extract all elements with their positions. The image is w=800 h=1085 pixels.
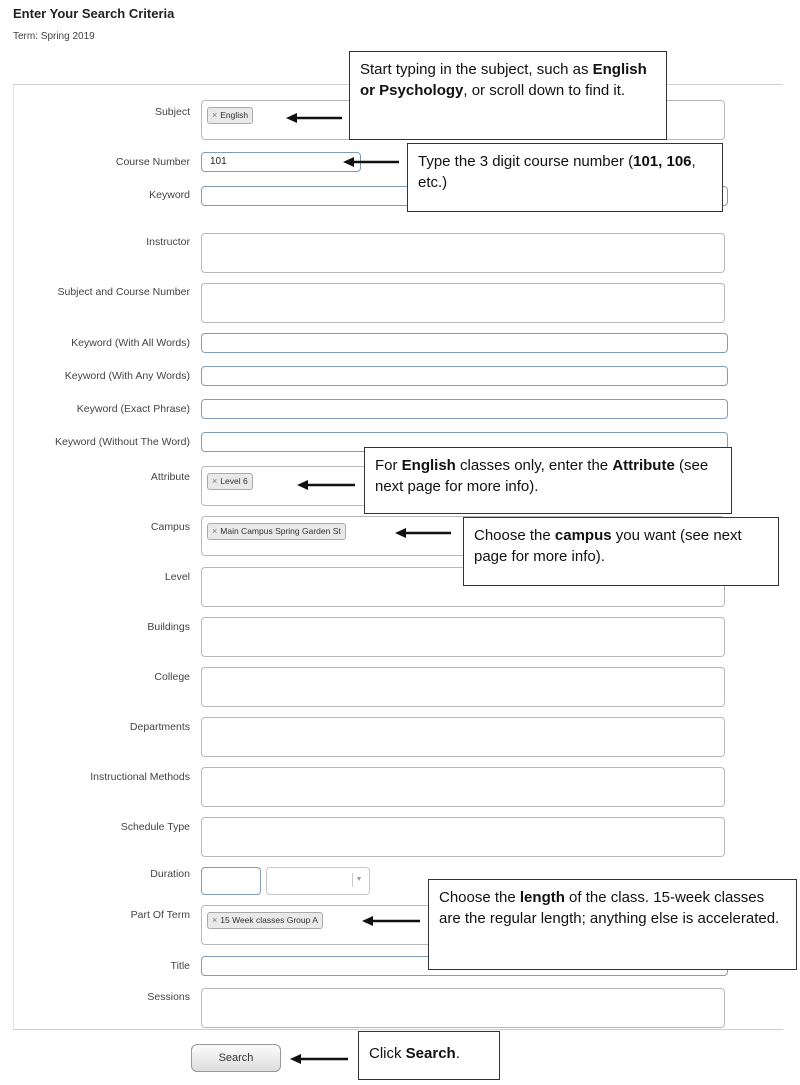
- keyword-label: Keyword: [149, 189, 190, 201]
- remove-icon[interactable]: ×: [212, 110, 218, 120]
- title-label: Title: [170, 960, 190, 972]
- search-button[interactable]: Search: [191, 1044, 281, 1072]
- campus-chip-label: Main Campus Spring Garden St: [220, 526, 341, 536]
- page-title: Enter Your Search Criteria: [13, 6, 175, 21]
- part-of-term-chip[interactable]: [207, 912, 323, 929]
- callout-text: For: [375, 457, 402, 474]
- term-label: Term: Spring 2019: [13, 31, 95, 42]
- length-callout: [428, 879, 797, 970]
- duration-label: Duration: [150, 868, 190, 880]
- search-callout: [358, 1031, 500, 1080]
- callout-text: Click: [369, 1045, 406, 1062]
- course-number-input[interactable]: [201, 152, 361, 172]
- attribute-chip-label: Level 6: [220, 476, 248, 486]
- keyword-exact-input[interactable]: [201, 399, 728, 419]
- keyword-all-input[interactable]: [201, 333, 728, 353]
- remove-icon[interactable]: ×: [212, 476, 218, 486]
- callout-text: Type the 3 digit course number (: [418, 153, 634, 170]
- sessions-label: Sessions: [147, 991, 190, 1003]
- callout-bold: length: [519, 889, 565, 906]
- schedule-type-field[interactable]: [201, 817, 725, 857]
- course-number-label: Course Number: [115, 156, 190, 168]
- keyword-without-label: Keyword (Without The Word): [55, 436, 190, 448]
- subject-chip[interactable]: [207, 107, 253, 124]
- callout-text: Start typing in the subject, such as: [360, 61, 593, 78]
- callout-text: (see next page for more info).: [375, 457, 709, 495]
- callout-bold: 101, 106: [633, 153, 692, 170]
- keyword-any-label: Keyword (With Any Words): [64, 370, 190, 382]
- callout-bold: English or Psychology: [360, 61, 647, 99]
- callout-bold: Search: [405, 1045, 456, 1062]
- instructional-methods-label: Instructional Methods: [90, 771, 190, 783]
- callout-text: of the class. 15-week classes are the regular length; anything else is accelerated.: [439, 889, 780, 927]
- chevron-down-icon: ▼: [352, 873, 365, 887]
- subject-course-field[interactable]: [201, 283, 725, 323]
- keyword-all-label: Keyword (With All Words): [71, 337, 190, 349]
- level-label: Level: [164, 571, 190, 583]
- subject-chip-label: English: [220, 110, 249, 120]
- callout-text: , etc.): [418, 153, 696, 191]
- instructional-methods-field[interactable]: [201, 767, 725, 807]
- course-number-callout: [407, 143, 723, 212]
- keyword-exact-label: Keyword (Exact Phrase): [76, 403, 190, 415]
- callout-bold: Attribute: [612, 457, 675, 474]
- subject-label: Subject: [154, 106, 190, 118]
- college-label: College: [154, 671, 190, 683]
- arrow-icon: [295, 478, 357, 492]
- keyword-any-input[interactable]: [201, 366, 728, 386]
- college-field[interactable]: [201, 667, 725, 707]
- callout-text: Choose the: [439, 889, 520, 906]
- departments-label: Departments: [129, 721, 190, 733]
- arrow-icon: [393, 526, 453, 540]
- duration-unit-select[interactable]: [266, 867, 370, 895]
- attribute-callout: [364, 447, 732, 514]
- remove-icon[interactable]: ×: [212, 915, 218, 925]
- arrow-icon: [288, 1052, 350, 1066]
- arrow-icon: [341, 155, 401, 169]
- buildings-field[interactable]: [201, 617, 725, 657]
- callout-text: Choose the: [474, 527, 555, 544]
- subject-callout: [349, 51, 667, 140]
- instructor-field[interactable]: [201, 233, 725, 273]
- part-of-term-chip-label: 15 Week classes Group A: [220, 915, 318, 925]
- part-of-term-label: Part Of Term: [130, 909, 190, 921]
- callout-bold: campus: [554, 527, 612, 544]
- sessions-field[interactable]: [201, 988, 725, 1028]
- campus-label: Campus: [150, 521, 190, 533]
- attribute-label: Attribute: [150, 471, 190, 483]
- callout-text: you want (see next page for more info).: [474, 527, 742, 565]
- departments-field[interactable]: [201, 717, 725, 757]
- duration-input[interactable]: [201, 867, 261, 895]
- callout-text: , or scroll down to find it.: [463, 82, 626, 99]
- schedule-type-label: Schedule Type: [120, 821, 190, 833]
- arrow-icon: [360, 914, 422, 928]
- subject-course-label: Subject and Course Number: [57, 286, 190, 298]
- remove-icon[interactable]: ×: [212, 526, 218, 536]
- campus-chip[interactable]: [207, 523, 346, 540]
- callout-text: classes only, enter the: [455, 457, 613, 474]
- callout-bold: English: [401, 457, 456, 474]
- buildings-label: Buildings: [147, 621, 190, 633]
- instructor-label: Instructor: [146, 236, 190, 248]
- course-number-value: 101: [210, 156, 227, 167]
- attribute-chip[interactable]: [207, 473, 253, 490]
- arrow-icon: [284, 111, 344, 125]
- campus-callout: [463, 517, 779, 586]
- callout-text: .: [455, 1045, 460, 1062]
